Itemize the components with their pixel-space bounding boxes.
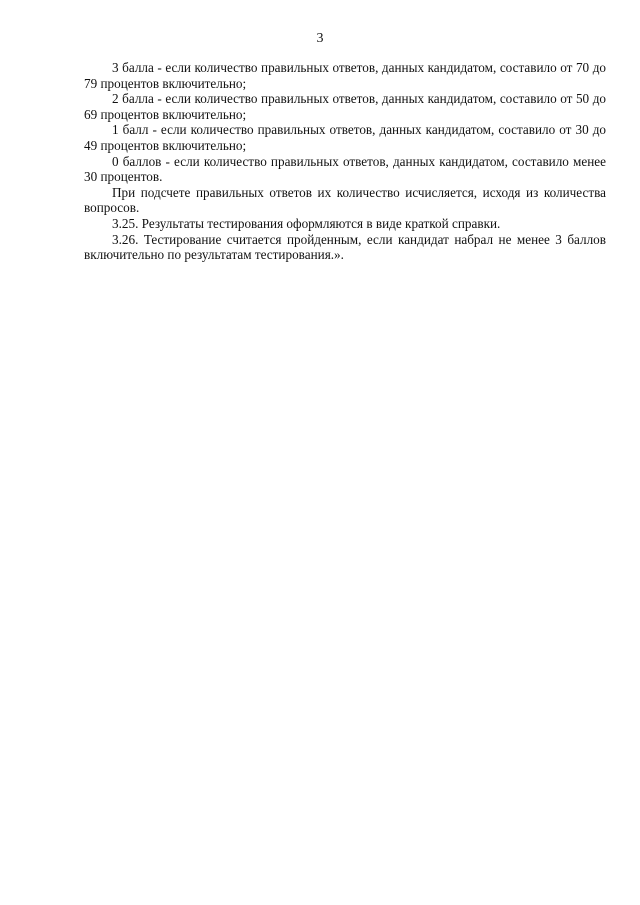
paragraph-3-25: 3.25. Результаты тестирования оформляются в виде краткой справки. — [112, 215, 501, 231]
paragraph-3-26: 3.26. Тестирование считается пройденным, если кандидат набрал не менее 3 баллов включительно по результатам тестирования.». — [84, 231, 606, 263]
paragraph-0-points: 0 баллов - если количество правильных ответов, данных кандидатом, составило менее 30 процентов. — [84, 153, 606, 185]
paragraph-1-point: 1 балл - если количество правильных ответов, данных кандидатом, составило от 30 до 49 процентов включительно; — [84, 122, 606, 153]
document-body — [84, 60, 606, 263]
paragraph-counting-rule: При подсчете правильных ответов их количество исчисляется, исходя из количества вопросов. — [84, 184, 606, 216]
paragraph-3-points: 3 балла - если количество правильных ответов, данных кандидатом, составило от 70 до 79 процентов включительно; — [84, 60, 606, 91]
paragraph-2-points: 2 балла - если количество правильных ответов, данных кандидатом, составило от 50 до 69 процентов включительно; — [84, 91, 606, 122]
page-number: 3 — [316, 31, 324, 46]
